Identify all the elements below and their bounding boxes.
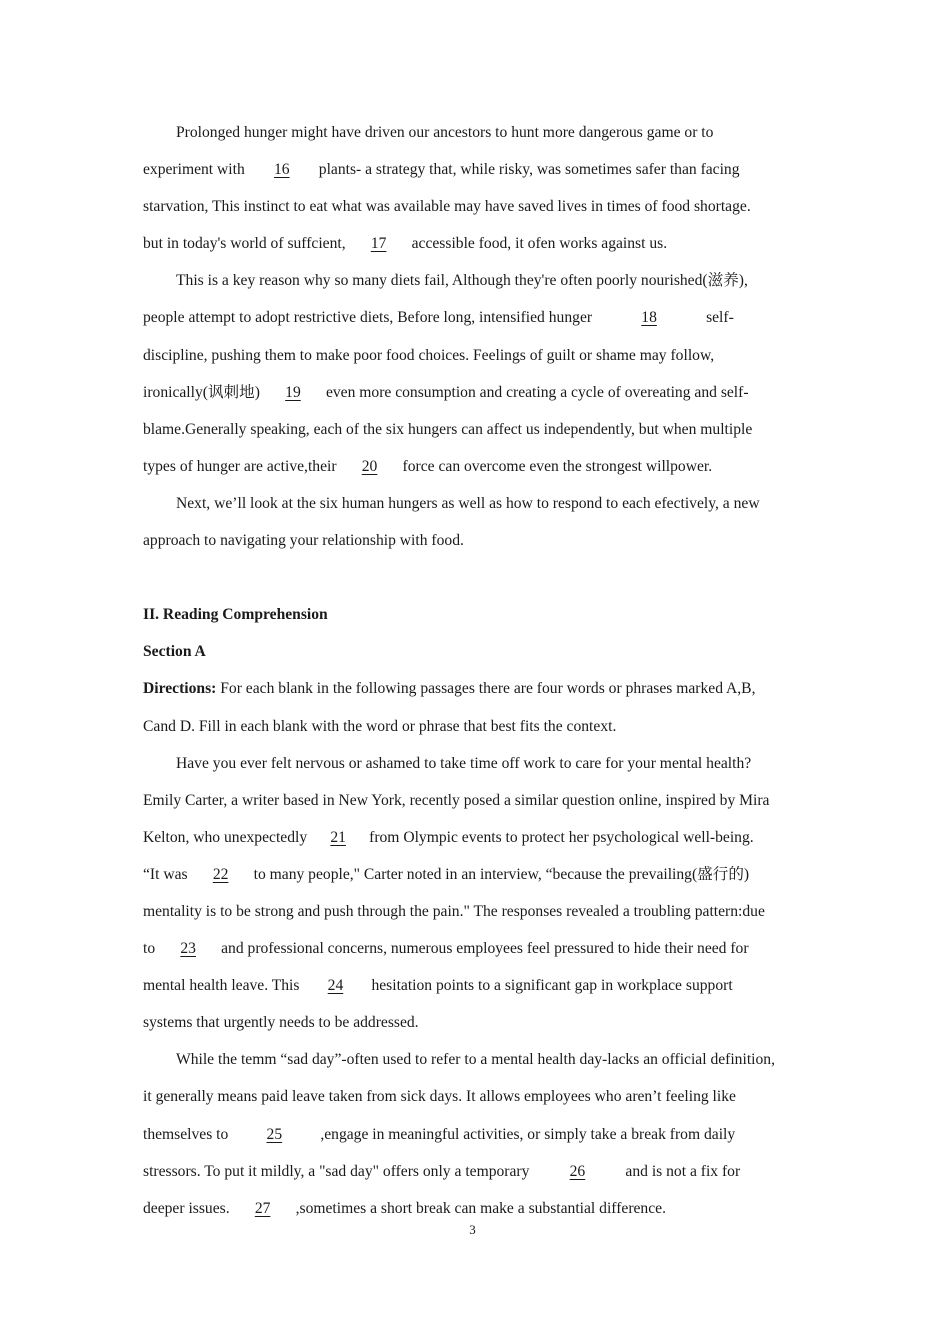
- directions-line-1: [143, 670, 803, 707]
- text-run: to 23 and professional concerns, numerous employees feel pressured to hide their need for: [143, 930, 749, 967]
- text-run: While the temm “sad day”-often used to refer to a mental health day-lacks an official definition,: [176, 1051, 775, 1069]
- blank-20[interactable]: 20: [361, 457, 378, 475]
- paragraph-1-line-4: [143, 225, 803, 262]
- blank-24[interactable]: 24: [327, 977, 344, 995]
- text-run: it generally means paid leave taken from sick days. It allows employees who aren’t feeling like: [143, 1088, 736, 1106]
- paragraph-4-line-4: [143, 856, 803, 893]
- paragraph-2-line-2: [143, 299, 803, 336]
- blank-19[interactable]: 19: [285, 383, 301, 401]
- paragraph-4-line-3: [143, 819, 803, 856]
- text-run: discipline, pushing them to make poor food choices. Feelings of guilt or shame may follow,: [143, 346, 715, 364]
- blank-22[interactable]: 22: [212, 865, 229, 883]
- text-run: ,sometimes a short break can make a substantial difference.: [295, 1199, 666, 1217]
- directions-line-2: [143, 708, 803, 745]
- paragraph-1-line-3: [143, 188, 803, 225]
- text-run: starvation, This instinct to eat what was available may have saved lives in times of food shortage.: [143, 198, 751, 216]
- paragraph-4-line-8: [143, 1004, 803, 1041]
- paragraph-4-line-2: [143, 782, 803, 819]
- blank-18[interactable]: 18: [641, 309, 657, 327]
- directions-label: Directions:: [143, 680, 217, 698]
- text-run: experiment with 16 plants- a strategy that, while risky, was sometimes safer than facing: [143, 151, 740, 188]
- text-run: Next, we’ll look at the six human hungers as well as how to respond to each efectively, a new: [176, 494, 760, 512]
- blank-16[interactable]: 16: [273, 161, 290, 179]
- text-run: This is a key reason why so many diets fail, Although they're often poorly nourished(滋养),: [176, 272, 748, 290]
- text-run: Cand D. Fill in each blank with the word or phrase that best fits the context.: [143, 717, 617, 735]
- paragraph-2-line-1: [143, 262, 803, 299]
- paragraph-1-line-2: [143, 151, 803, 188]
- paragraph-5-line-3: [143, 1116, 803, 1153]
- text-run: Emily Carter, a writer based in New York, recently posed a similar question online, inspired by Mira: [143, 791, 770, 809]
- blank-27[interactable]: 27: [254, 1199, 271, 1217]
- paragraph-2-line-3: [143, 337, 803, 374]
- text-run: types of hunger are active,their: [143, 457, 337, 475]
- text-run: people attempt to adopt restrictive diets, Before long, intensified hunger 18 self-: [143, 299, 734, 336]
- section-title: II. Reading Comprehension: [143, 606, 328, 624]
- text-run: force can overcome even the strongest willpower.: [402, 457, 713, 475]
- blank-17[interactable]: 17: [370, 235, 387, 253]
- paragraph-2-line-6: [143, 448, 803, 485]
- paragraph-4-line-5: [143, 893, 803, 930]
- paragraph-1-line-1: [143, 114, 803, 151]
- text-run: systems that urgently needs to be addressed.: [143, 1014, 419, 1032]
- paragraph-3-line-1: [143, 485, 803, 522]
- text-run: Directions: For each blank in the following passages there are four words or phrases marked A,B,: [143, 680, 756, 698]
- text-run: deeper issues.: [143, 1199, 230, 1217]
- paragraph-5-line-1: [143, 1041, 803, 1078]
- text-run: Have you ever felt nervous or ashamed to take time off work to care for your mental health?: [176, 754, 752, 772]
- paragraph-3-line-2: [143, 522, 803, 559]
- document-page: [143, 114, 803, 1227]
- section-a-title: Section A: [143, 643, 206, 661]
- text-run: mental health leave. This 24 hesitation points to a significant gap in workplace support: [143, 967, 733, 1004]
- text-run: Prolonged hunger might have driven our ancestors to hunt more dangerous game or to: [176, 124, 714, 141]
- text-run: mentality is to be strong and push through the pain." The responses revealed a troubling pattern:due: [143, 902, 765, 920]
- text-run: Kelton, who unexpectedly 21 from Olympic events to protect her psychological well-being.: [143, 819, 754, 856]
- blank-23[interactable]: 23: [180, 940, 196, 958]
- spacer: [143, 559, 803, 596]
- text-run: accessible food, it ofen works against us.: [411, 235, 668, 253]
- paragraph-5-line-2: [143, 1078, 803, 1115]
- page-number: 3: [469, 1222, 476, 1237]
- blank-25[interactable]: 25: [266, 1125, 283, 1143]
- text-run: but in today's world of suffcient,: [143, 235, 346, 253]
- paragraph-5-line-4: [143, 1153, 803, 1190]
- text-run: approach to navigating your relationship with food.: [143, 532, 464, 550]
- text-run: themselves to 25 ,engage in meaningful activities, or simply take a break from daily: [143, 1116, 735, 1153]
- paragraph-2-line-4: [143, 374, 803, 411]
- paragraph-2-line-5: [143, 411, 803, 448]
- text-run: blame.Generally speaking, each of the six hungers can affect us independently, but when multiple: [143, 420, 753, 438]
- text-run: ironically(讽刺地) 19 even more consumption and creating a cycle of overeating and self-: [143, 374, 749, 411]
- text-run: “It was 22 to many people," Carter noted in an interview, “because the prevailing(盛行的): [143, 856, 749, 893]
- paragraph-4-line-1: [143, 745, 803, 782]
- paragraph-4-line-6: [143, 930, 803, 967]
- blank-21[interactable]: 21: [330, 828, 346, 846]
- paragraph-4-line-7: [143, 967, 803, 1004]
- blank-26[interactable]: 26: [569, 1162, 586, 1180]
- text-run: stressors. To put it mildly, a "sad day" offers only a temporary 26 and is not a fix for: [143, 1153, 740, 1190]
